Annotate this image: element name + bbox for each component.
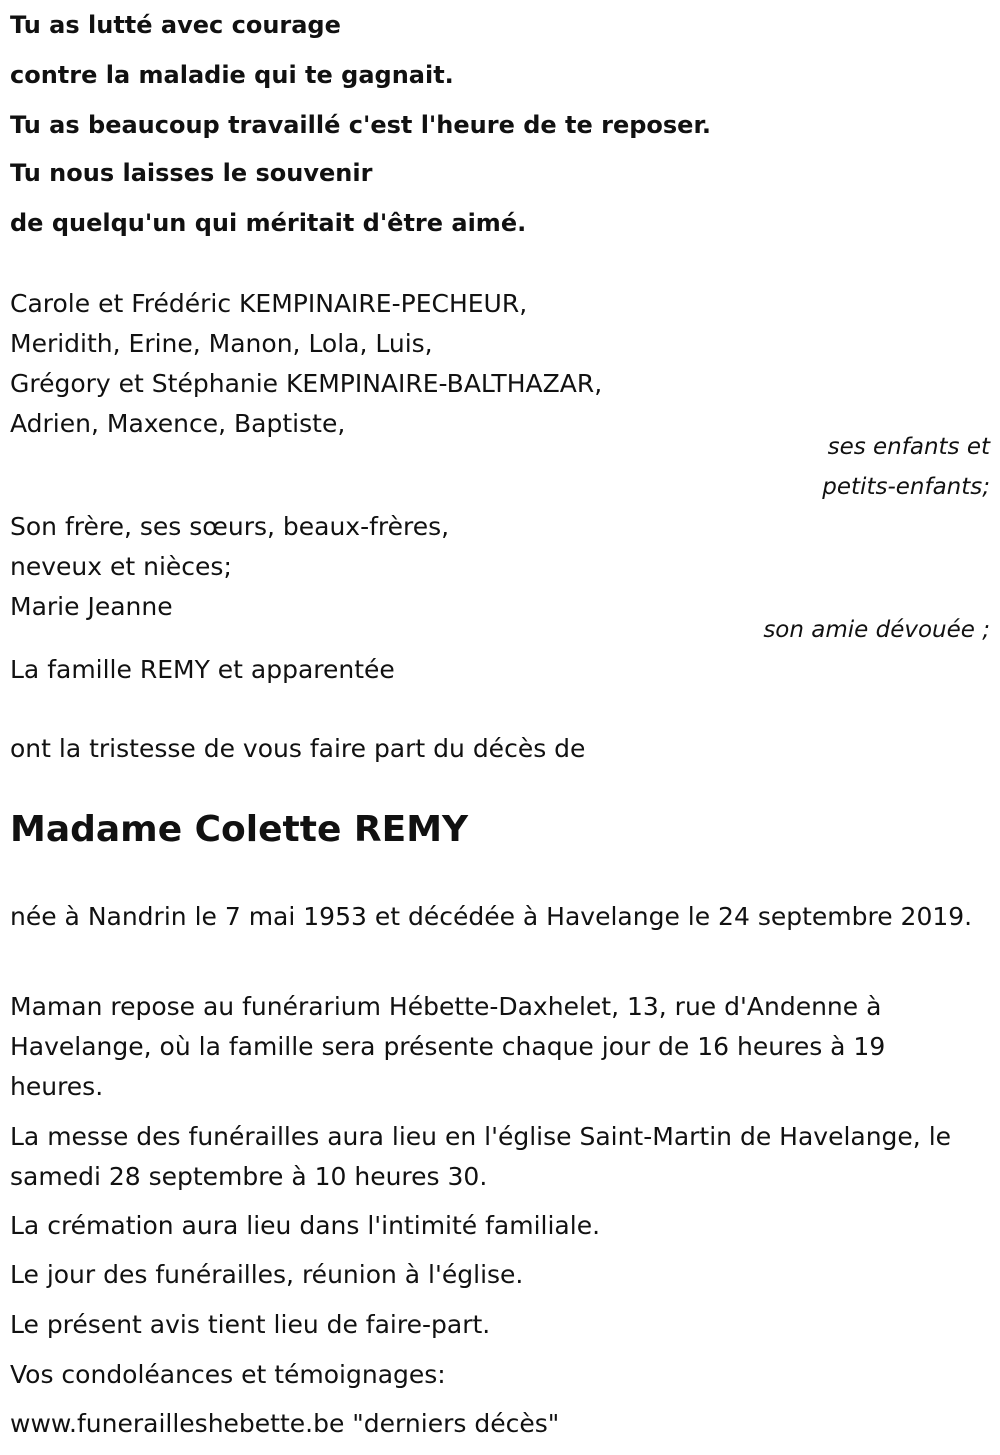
family-line: Adrien, Maxence, Baptiste, [10,409,346,438]
detail-paragraph: Vos condoléances et témoignages: [10,1360,446,1389]
family-line: La famille REMY et apparentée [10,655,395,684]
website-link[interactable]: www.funerailleshebette.be "derniers décès" [10,1409,560,1438]
detail-paragraph: Le jour des funérailles, réunion à l'église. [10,1260,524,1289]
family-line: neveux et nièces; [10,552,232,581]
poem-line: Tu as beaucoup travaillé c'est l'heure de te reposer. [10,111,711,139]
poem-line: Tu as lutté avec courage [10,11,341,39]
detail-paragraph: La crémation aura lieu dans l'intimité familiale. [10,1211,601,1240]
deceased-name: Madame Colette REMY [10,809,469,850]
family-line: Son frère, ses sœurs, beaux-frères, [10,512,450,541]
family-line: Meridith, Erine, Manon, Lola, Luis, [10,329,433,358]
detail-paragraph: La messe des funérailles aura lieu en l'église Saint-Martin de Havelange, le samedi 28 septembre à 10 heures 30. [10,1122,952,1191]
detail-paragraph: Maman repose au funérarium Hébette-Daxhelet, 13, rue d'Andenne à Havelange, où la famille sera présente chaque jour de 16 heures à 19 heures. [10,992,886,1101]
poem-line: de quelqu'un qui méritait d'être aimé. [10,209,527,237]
poem-line: contre la maladie qui te gagnait. [10,61,454,89]
family-line: Carole et Frédéric KEMPINAIRE-PECHEUR, [10,289,528,318]
family-role: petits-enfants; [822,474,990,500]
family-line: Marie Jeanne [10,592,173,621]
detail-paragraph: née à Nandrin le 7 mai 1953 et décédée à Havelange le 24 septembre 2019. [10,902,973,931]
family-role: son amie dévouée ; [763,617,990,643]
family-line: Grégory et Stéphanie KEMPINAIRE-BALTHAZAR, [10,369,603,398]
poem-line: Tu nous laisses le souvenir [10,159,373,187]
announcement-text: ont la tristesse de vous faire part du décès de [10,734,586,763]
family-role: ses enfants et [827,434,990,460]
detail-paragraph: Le présent avis tient lieu de faire-part. [10,1310,491,1339]
